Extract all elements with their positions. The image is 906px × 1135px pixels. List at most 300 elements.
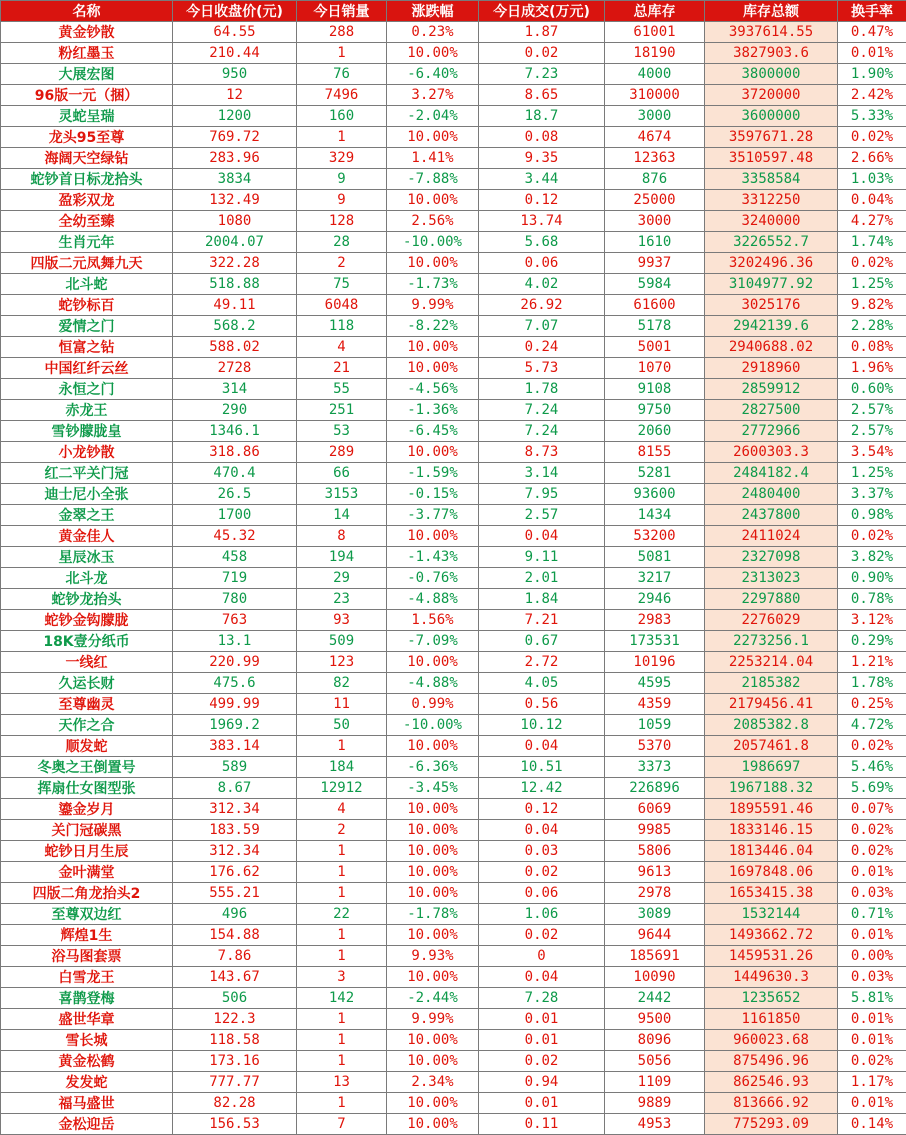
cell-rate: 1.78% xyxy=(838,673,906,694)
cell-price: 154.88 xyxy=(173,925,297,946)
table-row[interactable] xyxy=(1,820,906,841)
table-row[interactable] xyxy=(1,862,906,883)
table-row[interactable] xyxy=(1,715,906,736)
table-row[interactable] xyxy=(1,43,906,64)
cell-price: 210.44 xyxy=(173,43,297,64)
cell-turnover: 0.02 xyxy=(479,43,605,64)
table-row[interactable] xyxy=(1,253,906,274)
table-row[interactable] xyxy=(1,778,906,799)
cell-change: -4.88% xyxy=(387,589,479,610)
cell-rate: 0.01% xyxy=(838,1009,906,1030)
cell-name: 迪士尼小全张 xyxy=(1,484,173,505)
cell-change: -3.45% xyxy=(387,778,479,799)
cell-stock: 10196 xyxy=(605,652,705,673)
table-row[interactable] xyxy=(1,1114,906,1135)
cell-total: 2276029 xyxy=(705,610,838,631)
table-row[interactable] xyxy=(1,841,906,862)
cell-total: 3312250 xyxy=(705,190,838,211)
cell-name: 关门冠碳黑 xyxy=(1,820,173,841)
cell-change: 10.00% xyxy=(387,127,479,148)
cell-volume: 22 xyxy=(297,904,387,925)
cell-volume: 1 xyxy=(297,1030,387,1051)
cell-price: 458 xyxy=(173,547,297,568)
cell-stock: 10090 xyxy=(605,967,705,988)
cell-stock: 5984 xyxy=(605,274,705,295)
cell-total: 2057461.8 xyxy=(705,736,838,757)
cell-rate: 5.33% xyxy=(838,106,906,127)
cell-total: 1833146.15 xyxy=(705,820,838,841)
table-row[interactable] xyxy=(1,673,906,694)
table-row[interactable] xyxy=(1,127,906,148)
table-row[interactable] xyxy=(1,169,906,190)
cell-name: 至尊双边红 xyxy=(1,904,173,925)
table-row[interactable] xyxy=(1,64,906,85)
cell-price: 2728 xyxy=(173,358,297,379)
header-stock[interactable]: 总库存 xyxy=(605,1,705,22)
cell-volume: 288 xyxy=(297,22,387,43)
cell-change: 9.93% xyxy=(387,946,479,967)
header-rate[interactable]: 换手率 xyxy=(838,1,906,22)
cell-volume: 1 xyxy=(297,1051,387,1072)
table-row[interactable] xyxy=(1,22,906,43)
cell-stock: 226896 xyxy=(605,778,705,799)
table-row[interactable] xyxy=(1,547,906,568)
table-row[interactable] xyxy=(1,1009,906,1030)
cell-price: 314 xyxy=(173,379,297,400)
cell-total: 2411024 xyxy=(705,526,838,547)
cell-turnover: 9.35 xyxy=(479,148,605,169)
cell-turnover: 4.02 xyxy=(479,274,605,295)
table-row[interactable] xyxy=(1,1030,906,1051)
cell-total: 1967188.32 xyxy=(705,778,838,799)
header-price[interactable]: 今日收盘价(元) xyxy=(173,1,297,22)
cell-stock: 310000 xyxy=(605,85,705,106)
cell-stock: 2946 xyxy=(605,589,705,610)
cell-change: 10.00% xyxy=(387,799,479,820)
table-row[interactable] xyxy=(1,421,906,442)
table-row[interactable] xyxy=(1,1051,906,1072)
cell-volume: 23 xyxy=(297,589,387,610)
cell-change: 9.99% xyxy=(387,295,479,316)
cell-price: 312.34 xyxy=(173,799,297,820)
cell-price: 8.67 xyxy=(173,778,297,799)
cell-stock: 5081 xyxy=(605,547,705,568)
cell-volume: 4 xyxy=(297,337,387,358)
cell-price: 64.55 xyxy=(173,22,297,43)
cell-price: 1080 xyxy=(173,211,297,232)
cell-turnover: 7.21 xyxy=(479,610,605,631)
table-row[interactable] xyxy=(1,967,906,988)
table-row[interactable] xyxy=(1,463,906,484)
cell-total: 3202496.36 xyxy=(705,253,838,274)
cell-total: 2940688.02 xyxy=(705,337,838,358)
cell-total: 1697848.06 xyxy=(705,862,838,883)
table-row[interactable] xyxy=(1,274,906,295)
cell-turnover: 5.73 xyxy=(479,358,605,379)
header-total[interactable]: 库存总额 xyxy=(705,1,838,22)
cell-total: 862546.93 xyxy=(705,1072,838,1093)
cell-volume: 3153 xyxy=(297,484,387,505)
cell-volume: 2 xyxy=(297,253,387,274)
cell-volume: 55 xyxy=(297,379,387,400)
cell-name: 蛇钞标百 xyxy=(1,295,173,316)
cell-name: 黄金松鹤 xyxy=(1,1051,173,1072)
cell-volume: 28 xyxy=(297,232,387,253)
cell-turnover: 1.78 xyxy=(479,379,605,400)
cell-change: -10.00% xyxy=(387,715,479,736)
cell-volume: 289 xyxy=(297,442,387,463)
cell-total: 2313023 xyxy=(705,568,838,589)
table-row[interactable] xyxy=(1,316,906,337)
cell-rate: 0.01% xyxy=(838,43,906,64)
cell-stock: 18190 xyxy=(605,43,705,64)
cell-change: -6.36% xyxy=(387,757,479,778)
cell-total: 960023.68 xyxy=(705,1030,838,1051)
cell-turnover: 0.06 xyxy=(479,883,605,904)
cell-price: 173.16 xyxy=(173,1051,297,1072)
cell-total: 3226552.7 xyxy=(705,232,838,253)
cell-name: 蛇钞龙抬头 xyxy=(1,589,173,610)
cell-stock: 3373 xyxy=(605,757,705,778)
cell-change: 10.00% xyxy=(387,1093,479,1114)
cell-turnover: 7.23 xyxy=(479,64,605,85)
table-row[interactable] xyxy=(1,232,906,253)
cell-total: 1459531.26 xyxy=(705,946,838,967)
cell-price: 118.58 xyxy=(173,1030,297,1051)
cell-name: 黄金佳人 xyxy=(1,526,173,547)
cell-change: 10.00% xyxy=(387,1030,479,1051)
cell-name: 大展宏图 xyxy=(1,64,173,85)
table-row[interactable] xyxy=(1,799,906,820)
cell-price: 7.86 xyxy=(173,946,297,967)
cell-volume: 1 xyxy=(297,883,387,904)
table-row[interactable] xyxy=(1,736,906,757)
cell-price: 13.1 xyxy=(173,631,297,652)
cell-name: 一线红 xyxy=(1,652,173,673)
table-row[interactable] xyxy=(1,85,906,106)
cell-total: 875496.96 xyxy=(705,1051,838,1072)
cell-stock: 9613 xyxy=(605,862,705,883)
cell-price: 769.72 xyxy=(173,127,297,148)
cell-volume: 2 xyxy=(297,820,387,841)
cell-turnover: 0.94 xyxy=(479,1072,605,1093)
cell-volume: 1 xyxy=(297,43,387,64)
header-row xyxy=(1,1,906,22)
cell-volume: 6048 xyxy=(297,295,387,316)
cell-change: -4.88% xyxy=(387,673,479,694)
table-row[interactable] xyxy=(1,988,906,1009)
cell-volume: 1 xyxy=(297,736,387,757)
header-name[interactable]: 名称 xyxy=(1,1,173,22)
table-row[interactable] xyxy=(1,190,906,211)
cell-price: 1200 xyxy=(173,106,297,127)
cell-total: 3358584 xyxy=(705,169,838,190)
cell-change: 10.00% xyxy=(387,967,479,988)
cell-turnover: 12.42 xyxy=(479,778,605,799)
cell-total: 1895591.46 xyxy=(705,799,838,820)
cell-change: -10.00% xyxy=(387,232,479,253)
cell-name: 四版二元凤舞九天 xyxy=(1,253,173,274)
cell-turnover: 0.56 xyxy=(479,694,605,715)
cell-turnover: 7.24 xyxy=(479,421,605,442)
header-turnover[interactable]: 今日成交(万元) xyxy=(479,1,605,22)
table-row[interactable] xyxy=(1,442,906,463)
cell-stock: 8155 xyxy=(605,442,705,463)
cell-volume: 50 xyxy=(297,715,387,736)
cell-stock: 9108 xyxy=(605,379,705,400)
cell-total: 2273256.1 xyxy=(705,631,838,652)
cell-stock: 4953 xyxy=(605,1114,705,1135)
cell-rate: 2.57% xyxy=(838,421,906,442)
table-row[interactable] xyxy=(1,925,906,946)
cell-rate: 0.02% xyxy=(838,526,906,547)
cell-name: 永恒之门 xyxy=(1,379,173,400)
cell-rate: 0.98% xyxy=(838,505,906,526)
cell-total: 3240000 xyxy=(705,211,838,232)
cell-rate: 4.72% xyxy=(838,715,906,736)
cell-change: 10.00% xyxy=(387,841,479,862)
cell-name: 雪长城 xyxy=(1,1030,173,1051)
cell-turnover: 0.08 xyxy=(479,127,605,148)
cell-rate: 1.96% xyxy=(838,358,906,379)
cell-turnover: 4.05 xyxy=(479,673,605,694)
table-row[interactable] xyxy=(1,631,906,652)
cell-stock: 5370 xyxy=(605,736,705,757)
cell-volume: 123 xyxy=(297,652,387,673)
cell-volume: 93 xyxy=(297,610,387,631)
cell-total: 2918960 xyxy=(705,358,838,379)
cell-volume: 329 xyxy=(297,148,387,169)
cell-turnover: 0.03 xyxy=(479,841,605,862)
table-row[interactable] xyxy=(1,484,906,505)
cell-total: 3720000 xyxy=(705,85,838,106)
cell-volume: 12912 xyxy=(297,778,387,799)
cell-rate: 0.60% xyxy=(838,379,906,400)
table-row[interactable] xyxy=(1,946,906,967)
cell-turnover: 0.02 xyxy=(479,862,605,883)
header-volume[interactable]: 今日销量 xyxy=(297,1,387,22)
cell-rate: 3.54% xyxy=(838,442,906,463)
cell-total: 2827500 xyxy=(705,400,838,421)
cell-change: 0.23% xyxy=(387,22,479,43)
cell-volume: 128 xyxy=(297,211,387,232)
table-row[interactable] xyxy=(1,106,906,127)
cell-rate: 0.47% xyxy=(838,22,906,43)
cell-price: 475.6 xyxy=(173,673,297,694)
cell-volume: 75 xyxy=(297,274,387,295)
cell-volume: 1 xyxy=(297,925,387,946)
cell-turnover: 3.44 xyxy=(479,169,605,190)
cell-stock: 3217 xyxy=(605,568,705,589)
table-row[interactable] xyxy=(1,211,906,232)
cell-stock: 2442 xyxy=(605,988,705,1009)
cell-rate: 0.29% xyxy=(838,631,906,652)
table-row[interactable] xyxy=(1,757,906,778)
cell-rate: 0.90% xyxy=(838,568,906,589)
cell-name: 蛇钞首日标龙拾头 xyxy=(1,169,173,190)
cell-stock: 61600 xyxy=(605,295,705,316)
table-row[interactable] xyxy=(1,883,906,904)
cell-price: 588.02 xyxy=(173,337,297,358)
cell-volume: 9 xyxy=(297,169,387,190)
cell-name: 红二平关门冠 xyxy=(1,463,173,484)
cell-volume: 7496 xyxy=(297,85,387,106)
cell-price: 383.14 xyxy=(173,736,297,757)
cell-volume: 82 xyxy=(297,673,387,694)
cell-change: -1.78% xyxy=(387,904,479,925)
cell-name: 雪钞朦胧皇 xyxy=(1,421,173,442)
cell-rate: 0.01% xyxy=(838,925,906,946)
cell-volume: 1 xyxy=(297,862,387,883)
table-row[interactable] xyxy=(1,148,906,169)
cell-price: 589 xyxy=(173,757,297,778)
cell-turnover: 7.28 xyxy=(479,988,605,1009)
cell-name: 金松迎岳 xyxy=(1,1114,173,1135)
cell-turnover: 7.07 xyxy=(479,316,605,337)
cell-change: 10.00% xyxy=(387,1114,479,1135)
cell-stock: 9937 xyxy=(605,253,705,274)
cell-turnover: 5.68 xyxy=(479,232,605,253)
cell-name: 盛世华章 xyxy=(1,1009,173,1030)
cell-stock: 2060 xyxy=(605,421,705,442)
cell-rate: 0.78% xyxy=(838,589,906,610)
cell-rate: 0.01% xyxy=(838,862,906,883)
cell-stock: 61001 xyxy=(605,22,705,43)
cell-price: 183.59 xyxy=(173,820,297,841)
cell-name: 喜鹊登梅 xyxy=(1,988,173,1009)
table-row[interactable] xyxy=(1,337,906,358)
cell-total: 3597671.28 xyxy=(705,127,838,148)
cell-name: 星辰冰玉 xyxy=(1,547,173,568)
table-row[interactable] xyxy=(1,526,906,547)
cell-total: 2484182.4 xyxy=(705,463,838,484)
cell-stock: 9750 xyxy=(605,400,705,421)
cell-price: 780 xyxy=(173,589,297,610)
cell-price: 506 xyxy=(173,988,297,1009)
cell-volume: 1 xyxy=(297,1093,387,1114)
cell-total: 1813446.04 xyxy=(705,841,838,862)
cell-volume: 9 xyxy=(297,190,387,211)
cell-volume: 142 xyxy=(297,988,387,1009)
cell-price: 1969.2 xyxy=(173,715,297,736)
cell-turnover: 0.01 xyxy=(479,1009,605,1030)
cell-price: 499.99 xyxy=(173,694,297,715)
cell-turnover: 0.01 xyxy=(479,1093,605,1114)
cell-change: 1.41% xyxy=(387,148,479,169)
cell-stock: 2983 xyxy=(605,610,705,631)
cell-name: 中国红纤云丝 xyxy=(1,358,173,379)
cell-name: 天作之合 xyxy=(1,715,173,736)
cell-turnover: 0.24 xyxy=(479,337,605,358)
cell-total: 2942139.6 xyxy=(705,316,838,337)
cell-turnover: 18.7 xyxy=(479,106,605,127)
cell-rate: 5.81% xyxy=(838,988,906,1009)
cell-stock: 2978 xyxy=(605,883,705,904)
cell-change: -1.59% xyxy=(387,463,479,484)
header-change[interactable]: 涨跌幅 xyxy=(387,1,479,22)
table-row[interactable] xyxy=(1,589,906,610)
table-row[interactable] xyxy=(1,1093,906,1114)
cell-total: 1235652 xyxy=(705,988,838,1009)
cell-turnover: 7.24 xyxy=(479,400,605,421)
cell-total: 3800000 xyxy=(705,64,838,85)
cell-rate: 9.82% xyxy=(838,295,906,316)
table-row[interactable] xyxy=(1,1072,906,1093)
cell-name: 爱情之门 xyxy=(1,316,173,337)
cell-volume: 194 xyxy=(297,547,387,568)
cell-total: 2179456.41 xyxy=(705,694,838,715)
cell-rate: 1.21% xyxy=(838,652,906,673)
cell-stock: 12363 xyxy=(605,148,705,169)
cell-name: 盈彩双龙 xyxy=(1,190,173,211)
table-row[interactable] xyxy=(1,694,906,715)
table-row[interactable] xyxy=(1,610,906,631)
cell-price: 312.34 xyxy=(173,841,297,862)
cell-rate: 1.17% xyxy=(838,1072,906,1093)
cell-total: 1986697 xyxy=(705,757,838,778)
cell-change: 9.99% xyxy=(387,1009,479,1030)
cell-name: 北斗龙 xyxy=(1,568,173,589)
cell-change: 2.34% xyxy=(387,1072,479,1093)
cell-change: 1.56% xyxy=(387,610,479,631)
cell-price: 82.28 xyxy=(173,1093,297,1114)
cell-name: 顺发蛇 xyxy=(1,736,173,757)
cell-volume: 8 xyxy=(297,526,387,547)
table-row[interactable] xyxy=(1,652,906,673)
cell-price: 176.62 xyxy=(173,862,297,883)
table-row[interactable] xyxy=(1,568,906,589)
cell-volume: 118 xyxy=(297,316,387,337)
cell-total: 775293.09 xyxy=(705,1114,838,1135)
cell-stock: 53200 xyxy=(605,526,705,547)
cell-name: 金翠之王 xyxy=(1,505,173,526)
cell-volume: 184 xyxy=(297,757,387,778)
table-row[interactable] xyxy=(1,379,906,400)
table-row[interactable] xyxy=(1,295,906,316)
cell-change: -4.56% xyxy=(387,379,479,400)
cell-change: -7.88% xyxy=(387,169,479,190)
cell-price: 777.77 xyxy=(173,1072,297,1093)
cell-turnover: 8.73 xyxy=(479,442,605,463)
table-row[interactable] xyxy=(1,358,906,379)
cell-total: 1493662.72 xyxy=(705,925,838,946)
table-row[interactable] xyxy=(1,904,906,925)
cell-rate: 0.00% xyxy=(838,946,906,967)
cell-volume: 14 xyxy=(297,505,387,526)
cell-price: 568.2 xyxy=(173,316,297,337)
cell-change: 10.00% xyxy=(387,43,479,64)
cell-change: 10.00% xyxy=(387,820,479,841)
cell-turnover: 3.14 xyxy=(479,463,605,484)
cell-volume: 160 xyxy=(297,106,387,127)
cell-stock: 173531 xyxy=(605,631,705,652)
cell-rate: 0.02% xyxy=(838,841,906,862)
cell-stock: 5056 xyxy=(605,1051,705,1072)
cell-rate: 5.69% xyxy=(838,778,906,799)
cell-turnover: 0.04 xyxy=(479,967,605,988)
cell-rate: 0.02% xyxy=(838,127,906,148)
table-row[interactable] xyxy=(1,400,906,421)
cell-name: 冬奥之王倒置号 xyxy=(1,757,173,778)
cell-name: 龙头95至尊 xyxy=(1,127,173,148)
cell-price: 518.88 xyxy=(173,274,297,295)
cell-volume: 21 xyxy=(297,358,387,379)
table-row[interactable] xyxy=(1,505,906,526)
cell-stock: 93600 xyxy=(605,484,705,505)
cell-price: 12 xyxy=(173,85,297,106)
cell-stock: 1059 xyxy=(605,715,705,736)
cell-turnover: 26.92 xyxy=(479,295,605,316)
